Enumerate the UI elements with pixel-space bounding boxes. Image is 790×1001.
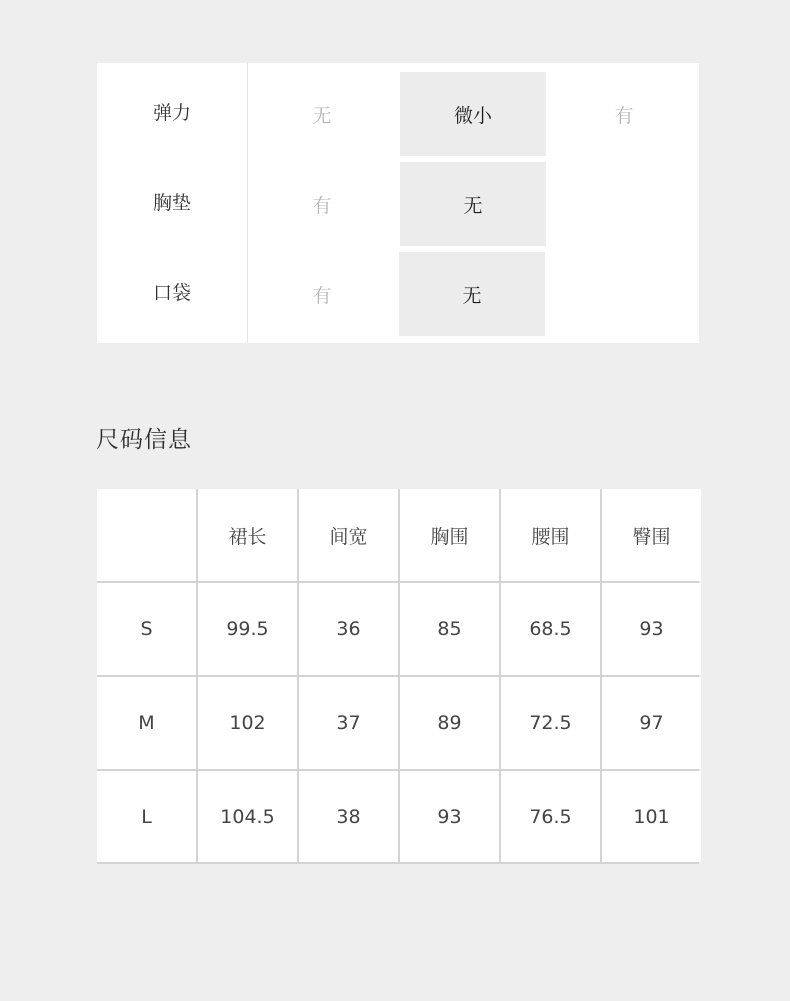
table-cell: 93 <box>602 583 701 675</box>
attribute-card <box>97 63 699 343</box>
table-cell: 102 <box>198 677 297 769</box>
elasticity-option-slight-selected: 微小 <box>400 72 546 156</box>
table-cell: 104.5 <box>198 771 297 862</box>
elasticity-option-none: 无 <box>312 104 332 127</box>
table-cell-size: M <box>97 677 196 769</box>
table-cell-size: S <box>97 583 196 675</box>
attribute-divider <box>247 63 248 343</box>
table-header-shoulder-width: 间宽 <box>299 489 398 581</box>
table-cell: 89 <box>400 677 499 769</box>
attribute-label-pocket: 口袋 <box>152 282 191 304</box>
table-header-waist: 腰围 <box>501 489 600 581</box>
table-cell-size: L <box>97 771 196 862</box>
table-cell: 72.5 <box>501 677 600 769</box>
pocket-option-yes: 有 <box>312 284 332 307</box>
table-header-corner <box>97 489 196 581</box>
table-header-hip: 臀围 <box>602 489 701 581</box>
table-cell: 76.5 <box>501 771 600 862</box>
table-cell: 68.5 <box>501 583 600 675</box>
table-cell: 37 <box>299 677 398 769</box>
table-header-bust: 胸围 <box>400 489 499 581</box>
table-cell: 97 <box>602 677 701 769</box>
table-cell: 36 <box>299 583 398 675</box>
size-info-title: 尺码信息 <box>96 427 192 453</box>
size-table <box>97 489 699 864</box>
table-header-skirt-length: 裙长 <box>198 489 297 581</box>
chest-pad-option-yes: 有 <box>312 194 332 217</box>
table-cell: 85 <box>400 583 499 675</box>
attribute-label-elasticity: 弹力 <box>152 102 191 124</box>
pocket-option-none-selected: 无 <box>399 252 545 336</box>
elasticity-option-yes: 有 <box>614 104 634 127</box>
table-cell: 101 <box>602 771 701 862</box>
table-cell: 93 <box>400 771 499 862</box>
table-cell: 99.5 <box>198 583 297 675</box>
attribute-label-chest-pad: 胸垫 <box>152 192 191 214</box>
chest-pad-option-none-selected: 无 <box>400 162 546 246</box>
table-cell: 38 <box>299 771 398 862</box>
